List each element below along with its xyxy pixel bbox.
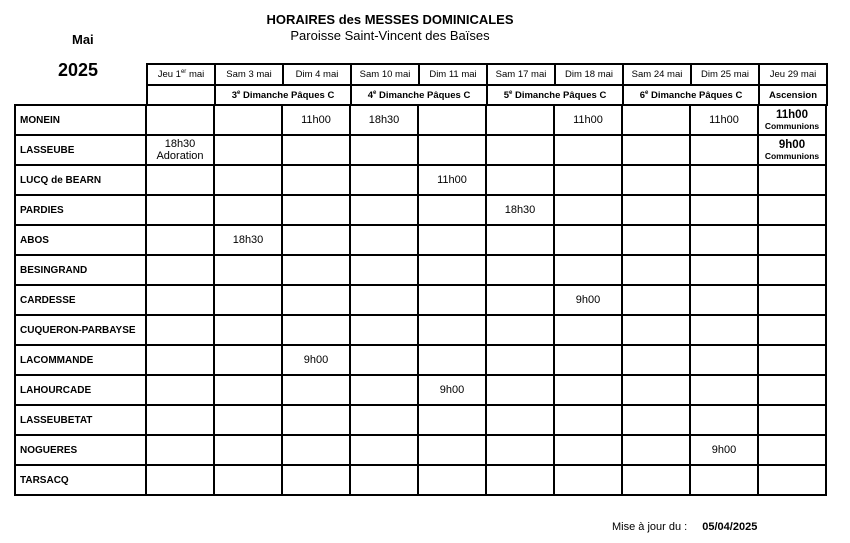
occasion-number-suffix: e (644, 89, 649, 96)
mass-time-cell (214, 315, 282, 345)
mass-time-cell (622, 255, 690, 285)
mass-time-cell (554, 255, 622, 285)
mass-time-cell (758, 345, 826, 375)
mass-time-cell (282, 405, 350, 435)
day-label: Jeu 1 (157, 69, 181, 80)
mass-time-cell (758, 255, 826, 285)
parish-name: NOGUERES (15, 435, 146, 465)
mass-time-cell (690, 225, 758, 255)
parish-name: PARDIES (15, 195, 146, 225)
mass-time-cell (758, 375, 826, 405)
day-label: Jeu 29 mai (769, 69, 817, 80)
table-row (15, 135, 826, 165)
mass-time-cell (758, 405, 826, 435)
day-label: Dim 18 mai (564, 69, 614, 80)
month-label: Mai (72, 32, 94, 47)
mass-time-cell (282, 285, 350, 315)
day-label: Sam 10 mai (359, 69, 411, 80)
mass-time-cell (418, 435, 486, 465)
mass-time-cell (486, 435, 554, 465)
mass-time-cell (350, 315, 418, 345)
mass-time-cell (146, 255, 214, 285)
mass-time-cell (214, 255, 282, 285)
mass-time-cell (350, 225, 418, 255)
mass-time-cell (418, 405, 486, 435)
mass-time-cell (214, 465, 282, 495)
mass-time-cell (554, 225, 622, 255)
mass-schedule-table (14, 104, 827, 496)
mass-time-cell (214, 105, 282, 135)
day-header (419, 64, 487, 85)
mass-time-cell (282, 135, 350, 165)
mass-time-cell (486, 225, 554, 255)
mass-time-cell (690, 345, 758, 375)
mass-time-cell (758, 285, 826, 315)
mass-time-cell (418, 195, 486, 225)
mass-time-cell (282, 255, 350, 285)
table-row (15, 465, 826, 495)
day-label: Sam 24 mai (631, 69, 683, 80)
mass-time-cell (690, 165, 758, 195)
mass-time-cell (214, 135, 282, 165)
mass-time-cell (486, 315, 554, 345)
day-header (759, 64, 827, 85)
mass-time-cell (486, 105, 554, 135)
table-row (15, 315, 826, 345)
mass-note: Adoration (156, 150, 204, 162)
mass-time-cell: 11h00 (554, 105, 622, 135)
parish-name: LAHOURCADE (15, 375, 146, 405)
page-title: HORAIRES des MESSES DOMINICALES (266, 12, 514, 27)
occasion-number: 3 (231, 89, 237, 101)
year-label: 2025 (58, 60, 99, 80)
mass-time-cell (622, 135, 690, 165)
mass-time-cell (554, 315, 622, 345)
occasion-header (759, 85, 827, 105)
day-header (487, 64, 555, 85)
occasion-header (623, 85, 759, 105)
day-header (351, 64, 419, 85)
parish-name: LASSEUBETAT (15, 405, 146, 435)
mass-time-cell (758, 435, 826, 465)
mass-time: 11h00 (776, 109, 808, 121)
mass-time-cell (418, 315, 486, 345)
mass-time-cell (214, 165, 282, 195)
mass-time-cell (418, 105, 486, 135)
mass-time-cell (146, 195, 214, 225)
mass-time-cell (282, 195, 350, 225)
occasion-number: 4 (367, 89, 373, 101)
mass-note: Communions (764, 151, 820, 161)
mass-time-cell (214, 435, 282, 465)
mass-time-cell: 18h30 (486, 195, 554, 225)
mass-time-cell (146, 375, 214, 405)
parish-name: MONEIN (15, 105, 146, 135)
mass-time-cell (146, 105, 214, 135)
mass-time-cell (146, 225, 214, 255)
mass-time-cell (554, 405, 622, 435)
page-subtitle: Paroisse Saint-Vincent des Baïses (290, 28, 490, 43)
occasion-header (351, 85, 487, 105)
mass-time-cell (486, 345, 554, 375)
mass-time-cell (622, 375, 690, 405)
mass-time-cell (554, 465, 622, 495)
mass-time-cell (486, 255, 554, 285)
mass-time-cell (758, 195, 826, 225)
mass-time-cell (418, 465, 486, 495)
occasion-number-suffix: e (236, 89, 241, 96)
mass-time-cell (690, 375, 758, 405)
mass-time-cell (214, 195, 282, 225)
occasion-label: Dimanche Pâques C (512, 89, 607, 101)
mass-time-cell (214, 405, 282, 435)
day-header (623, 64, 691, 85)
day-header (555, 64, 623, 85)
mass-time-cell (282, 165, 350, 195)
table-row (15, 375, 826, 405)
day-header (283, 64, 351, 85)
mass-time-cell (622, 315, 690, 345)
mass-time-cell (554, 135, 622, 165)
mass-time-cell (554, 375, 622, 405)
table-row (15, 345, 826, 375)
day-label-suffix: er (180, 68, 187, 75)
mass-time-cell (622, 465, 690, 495)
mass-time-cell (146, 465, 214, 495)
mass-time-cell (758, 225, 826, 255)
mass-time-cell (690, 315, 758, 345)
mass-time-cell (622, 195, 690, 225)
mass-time-cell (690, 405, 758, 435)
occasion-number: 5 (503, 89, 509, 101)
table-row (15, 255, 826, 285)
mass-time-cell (350, 465, 418, 495)
mass-time-cell: 18h30 (350, 105, 418, 135)
mass-note: Communions (764, 121, 820, 131)
mass-time-cell (350, 135, 418, 165)
mass-time-cell: 9h00 (554, 285, 622, 315)
mass-time-cell (282, 465, 350, 495)
occasion-header (215, 85, 351, 105)
mass-time-cell (146, 435, 214, 465)
mass-time-cell: 11h00 (282, 105, 350, 135)
occasion-label: Ascension (768, 89, 818, 101)
mass-time-cell (758, 315, 826, 345)
mass-time-cell (758, 105, 826, 135)
mass-time-cell (622, 105, 690, 135)
table-row (15, 435, 826, 465)
mass-time-cell (282, 225, 350, 255)
mass-time-cell (622, 285, 690, 315)
mass-time-cell (350, 285, 418, 315)
table-row (15, 195, 826, 225)
parish-name: TARSACQ (15, 465, 146, 495)
mass-time-cell (282, 375, 350, 405)
occasion-label: Dimanche Pâques C (376, 89, 471, 101)
update-date: 05/04/2025 (702, 521, 758, 533)
mass-time-cell (214, 345, 282, 375)
mass-time-cell (622, 165, 690, 195)
mass-time-cell (418, 285, 486, 315)
occasion-label: Dimanche Pâques C (240, 89, 335, 101)
occasion-number: 6 (639, 89, 645, 101)
parish-name: CARDESSE (15, 285, 146, 315)
day-header (147, 64, 215, 85)
parish-name: CUQUERON-PARBAYSE (15, 315, 146, 345)
mass-time-cell: 9h00 (690, 435, 758, 465)
table-row (15, 285, 826, 315)
days-header-row (147, 64, 827, 85)
parish-name: ABOS (15, 225, 146, 255)
parish-name: BESINGRAND (15, 255, 146, 285)
mass-time-cell (622, 225, 690, 255)
mass-time-cell (214, 375, 282, 405)
mass-time-cell (554, 195, 622, 225)
mass-time-cell: 9h00 (282, 345, 350, 375)
mass-time-cell (418, 135, 486, 165)
day-label: Dim 11 mai (429, 69, 477, 80)
table-row (15, 165, 826, 195)
mass-time-cell (214, 285, 282, 315)
mass-time-cell (622, 345, 690, 375)
mass-time-cell (486, 465, 554, 495)
table-row (15, 405, 826, 435)
mass-time-cell (282, 315, 350, 345)
mass-time-cell (758, 165, 826, 195)
mass-time-cell (146, 345, 214, 375)
mass-time-cell (146, 315, 214, 345)
column-header-table (146, 63, 828, 106)
mass-time-cell (418, 345, 486, 375)
mass-time-cell (282, 435, 350, 465)
mass-time-cell (350, 255, 418, 285)
occasions-header-row (147, 85, 827, 105)
mass-time-cell (690, 135, 758, 165)
parish-name: LUCQ de BEARN (15, 165, 146, 195)
occasion-header (487, 85, 623, 105)
parish-name: LACOMMANDE (15, 345, 146, 375)
day-label: Sam 17 mai (495, 69, 547, 80)
mass-time-cell (690, 465, 758, 495)
mass-time-cell (486, 375, 554, 405)
mass-time-cell (554, 165, 622, 195)
mass-time-cell (146, 405, 214, 435)
mass-time-cell (486, 405, 554, 435)
table-row (15, 105, 826, 135)
mass-time-cell (418, 255, 486, 285)
mass-time-cell (690, 195, 758, 225)
mass-time-cell (758, 465, 826, 495)
update-footer (612, 521, 757, 533)
mass-time-cell: 11h00 (418, 165, 486, 195)
occasion-number-suffix: e (508, 89, 513, 96)
mass-time: 9h00 (778, 139, 806, 151)
mass-time-cell (622, 405, 690, 435)
mass-time-cell (622, 435, 690, 465)
mass-time-cell (554, 345, 622, 375)
mass-time-cell (486, 165, 554, 195)
mass-time-cell (350, 345, 418, 375)
mass-time-cell (350, 165, 418, 195)
day-label: Dim 25 mai (700, 69, 750, 80)
occasion-number-suffix: e (372, 89, 377, 96)
parish-name: LASSEUBE (15, 135, 146, 165)
mass-time-cell (350, 405, 418, 435)
mass-time-cell (758, 135, 826, 165)
update-label: Mise à jour du : (612, 521, 688, 533)
mass-time-cell (554, 435, 622, 465)
mass-time-cell (690, 255, 758, 285)
mass-time-cell (350, 435, 418, 465)
mass-time-cell (350, 195, 418, 225)
mass-time-cell (486, 285, 554, 315)
day-label-tail: mai (186, 69, 205, 80)
mass-time: 18h30 (164, 138, 196, 150)
mass-time-cell (146, 165, 214, 195)
occasion-blank (147, 85, 215, 105)
mass-time-cell (690, 285, 758, 315)
day-label: Dim 4 mai (295, 69, 339, 80)
table-row (15, 225, 826, 255)
mass-time-cell (146, 135, 214, 165)
mass-time-cell: 9h00 (418, 375, 486, 405)
day-header (691, 64, 759, 85)
mass-time-cell (146, 285, 214, 315)
mass-time-cell: 11h00 (690, 105, 758, 135)
mass-time-cell (418, 225, 486, 255)
mass-time-cell (350, 375, 418, 405)
mass-time-cell: 18h30 (214, 225, 282, 255)
mass-time-cell (486, 135, 554, 165)
day-label: Sam 3 mai (226, 69, 272, 80)
day-header (215, 64, 283, 85)
schedule-title-block (210, 12, 570, 44)
occasion-label: Dimanche Pâques C (648, 89, 743, 101)
